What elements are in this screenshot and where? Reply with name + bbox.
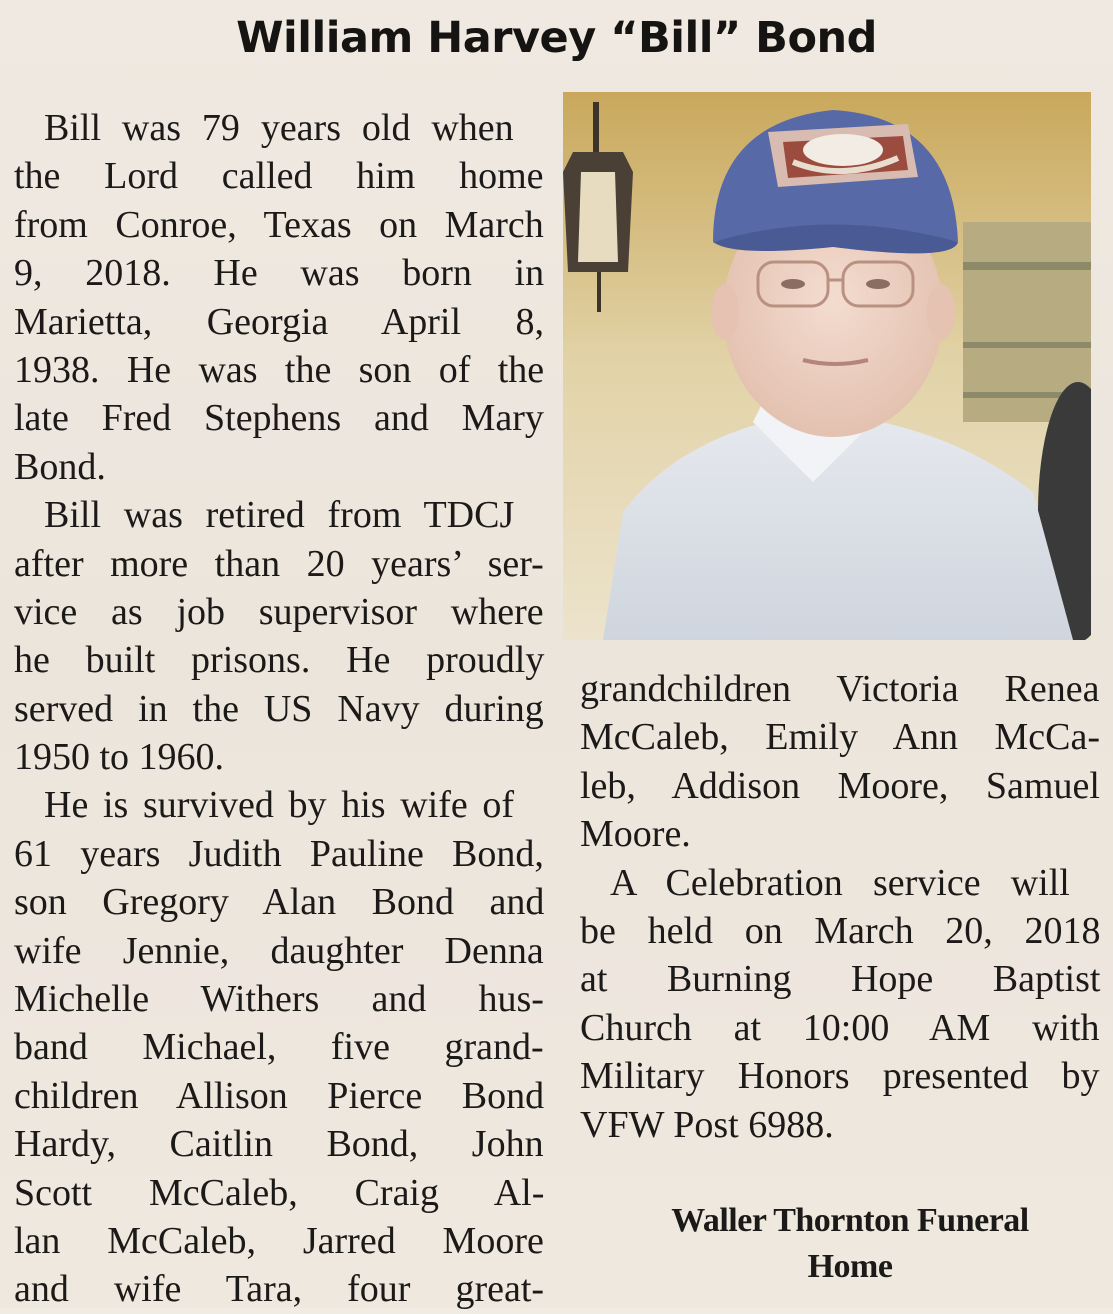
text-line: grandchildren Victoria Renea [580, 668, 1100, 710]
left-column [14, 104, 544, 1314]
portrait-photo [563, 92, 1091, 640]
text-line: the Lord called him home [14, 155, 544, 198]
text-line: 1950 to 1960. [14, 736, 225, 779]
text-line: at Burning Hope Baptist [580, 958, 1101, 1001]
signature-line: Home [807, 1248, 893, 1285]
text-line: McCaleb, Emily Ann McCa- [580, 716, 1101, 759]
text-line: he built prisons. He proudly [14, 639, 545, 682]
text-line: Bill was 79 years old when [44, 107, 514, 149]
text-line: after more than 20 years’ ser- [14, 542, 544, 585]
obituary-headline: William Harvey “Bill” Bond [236, 13, 877, 63]
text-line: Bill was retired from TDCJ [44, 494, 515, 537]
text-line: He is survived by his wife of [44, 784, 515, 827]
text-line: Hardy, Caitlin Bond, John [14, 1123, 544, 1166]
text-line: lan McCaleb, Jarred Moore [14, 1219, 544, 1262]
text-line: be held on March 20, 2018 [580, 909, 1101, 952]
right-column [580, 665, 1100, 1149]
text-line: son Gregory Alan Bond and [14, 881, 545, 924]
text-line: and wife Tara, four great- [14, 1268, 545, 1311]
text-line: band Michael, five grand- [14, 1026, 544, 1069]
text-line: served in the US Navy during [14, 687, 544, 730]
text-line: leb, Addison Moore, Samuel [580, 764, 1100, 807]
text-line: Marietta, Georgia April 8, [14, 300, 545, 343]
funeral-home-signature [600, 1198, 1100, 1290]
text-line: 61 years Judith Pauline Bond, [14, 832, 544, 875]
text-line: wife Jennie, daughter Denna [14, 929, 544, 972]
text-line: Scott McCaleb, Craig Al- [14, 1171, 545, 1214]
text-line: 9, 2018. He was born in [14, 252, 545, 295]
signature-line: Waller Thornton Funeral [671, 1202, 1029, 1239]
text-line: Church at 10:00 AM with [580, 1006, 1100, 1049]
text-line: children Allison Pierce Bond [14, 1074, 545, 1117]
text-line: vice as job supervisor where [14, 590, 544, 633]
text-line: VFW Post 6988. [580, 1103, 834, 1146]
text-line: A Celebration service will [610, 861, 1070, 904]
text-line: from Conroe, Texas on March [14, 203, 544, 246]
text-line: Moore. [580, 813, 691, 856]
text-line: Bond. [14, 445, 106, 488]
text-line: late Fred Stephens and Mary [14, 397, 544, 440]
text-line: Michelle Withers and hus- [14, 978, 544, 1021]
text-line: Military Honors presented by [580, 1055, 1100, 1098]
text-line: 1938. He was the son of the [14, 348, 545, 391]
